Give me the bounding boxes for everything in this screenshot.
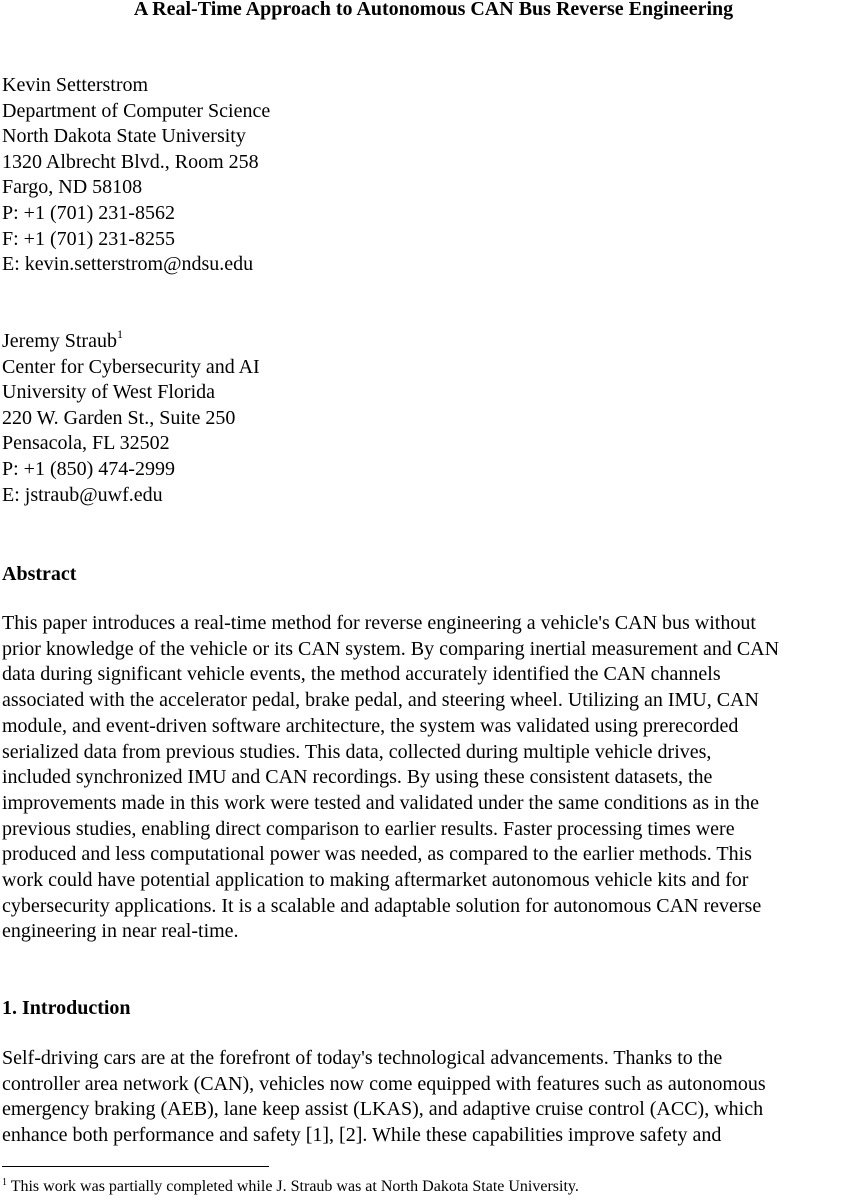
author-phone: P: +1 (850) 474-2999 xyxy=(2,457,175,480)
abstract-line: improvements made in this work were tested and validated under the same conditions as in the xyxy=(2,791,760,814)
introduction-paragraph xyxy=(2,1046,865,1149)
author-email: E: jstraub@uwf.edu xyxy=(2,483,163,506)
author-block-straub xyxy=(2,329,260,508)
introduction-line: emergency braking (AEB), lane keep assist (LKAS), and adaptive cruise control (ACC), which xyxy=(2,1098,764,1121)
author-block-setterstrom xyxy=(2,73,270,278)
abstract-heading: Abstract xyxy=(2,563,77,585)
footnote-number: 1 xyxy=(2,1177,7,1188)
author-institution: North Dakota State University xyxy=(2,125,246,148)
abstract-line: engineering in near real-time. xyxy=(2,920,239,943)
author-street: 1320 Albrecht Blvd., Room 258 xyxy=(2,150,259,173)
introduction-line: enhance both performance and safety [1], [2]. While these capabilities improve safety and xyxy=(2,1124,722,1147)
author-phone: P: +1 (701) 231-8562 xyxy=(2,201,175,224)
author-fax: F: +1 (701) 231-8255 xyxy=(2,227,175,250)
introduction-heading: 1. Introduction xyxy=(2,997,131,1019)
introduction-line: Self-driving cars are at the forefront of today's technological advancements. Thanks to the xyxy=(2,1047,723,1069)
abstract-paragraph xyxy=(2,611,865,945)
author-department: Center for Cybersecurity and AI xyxy=(2,355,260,378)
introduction-line: controller area network (CAN), vehicles now come equipped with features such as autonomous xyxy=(2,1072,766,1095)
abstract-line: prior knowledge of the vehicle or its CAN system. By comparing inertial measurement and CAN xyxy=(2,637,780,660)
footnote xyxy=(2,1177,579,1197)
abstract-line: serialized data from previous studies. This data, collected during multiple vehicle drives, xyxy=(2,740,712,763)
abstract-line: cybersecurity applications. It is a scalable and adaptable solution for autonomous CAN reverse xyxy=(2,894,762,917)
author-name: Jeremy Straub xyxy=(2,330,117,352)
abstract-line: module, and event-driven software architecture, the system was validated using prerecorded xyxy=(2,714,739,737)
abstract-line: previous studies, enabling direct comparison to earlier results. Faster processing times were xyxy=(2,817,735,840)
author-name: Kevin Setterstrom xyxy=(2,74,149,96)
footnote-mark: 1 xyxy=(116,327,123,341)
author-institution: University of West Florida xyxy=(2,381,215,404)
abstract-line: included synchronized IMU and CAN recordings. By using these consistent datasets, the xyxy=(2,766,713,789)
abstract-line: associated with the accelerator pedal, brake pedal, and steering wheel. Utilizing an IMU, CAN xyxy=(2,689,759,712)
footnote-divider xyxy=(2,1166,269,1167)
author-email: E: kevin.setterstrom@ndsu.edu xyxy=(2,253,254,276)
author-name-line xyxy=(2,329,260,355)
author-street: 220 W. Garden St., Suite 250 xyxy=(2,406,236,429)
abstract-line: work could have potential application to making aftermarket autonomous vehicle kits and for xyxy=(2,869,749,892)
abstract-line: This paper introduces a real-time method for reverse engineering a vehicle's CAN bus without xyxy=(2,612,756,634)
abstract-line: data during significant vehicle events, the method accurately identified the CAN channels xyxy=(2,663,721,686)
footnote-text: This work was partially completed while J. Straub was at North Dakota State University. xyxy=(7,1178,579,1195)
author-city: Pensacola, FL 32502 xyxy=(2,432,170,455)
paper-title: A Real-Time Approach to Autonomous CAN Bus Reverse Engineering xyxy=(133,0,734,20)
abstract-line: produced and less computational power was needed, as compared to the earlier methods. This xyxy=(2,843,752,866)
author-city: Fargo, ND 58108 xyxy=(2,176,143,199)
author-department: Department of Computer Science xyxy=(2,99,271,122)
